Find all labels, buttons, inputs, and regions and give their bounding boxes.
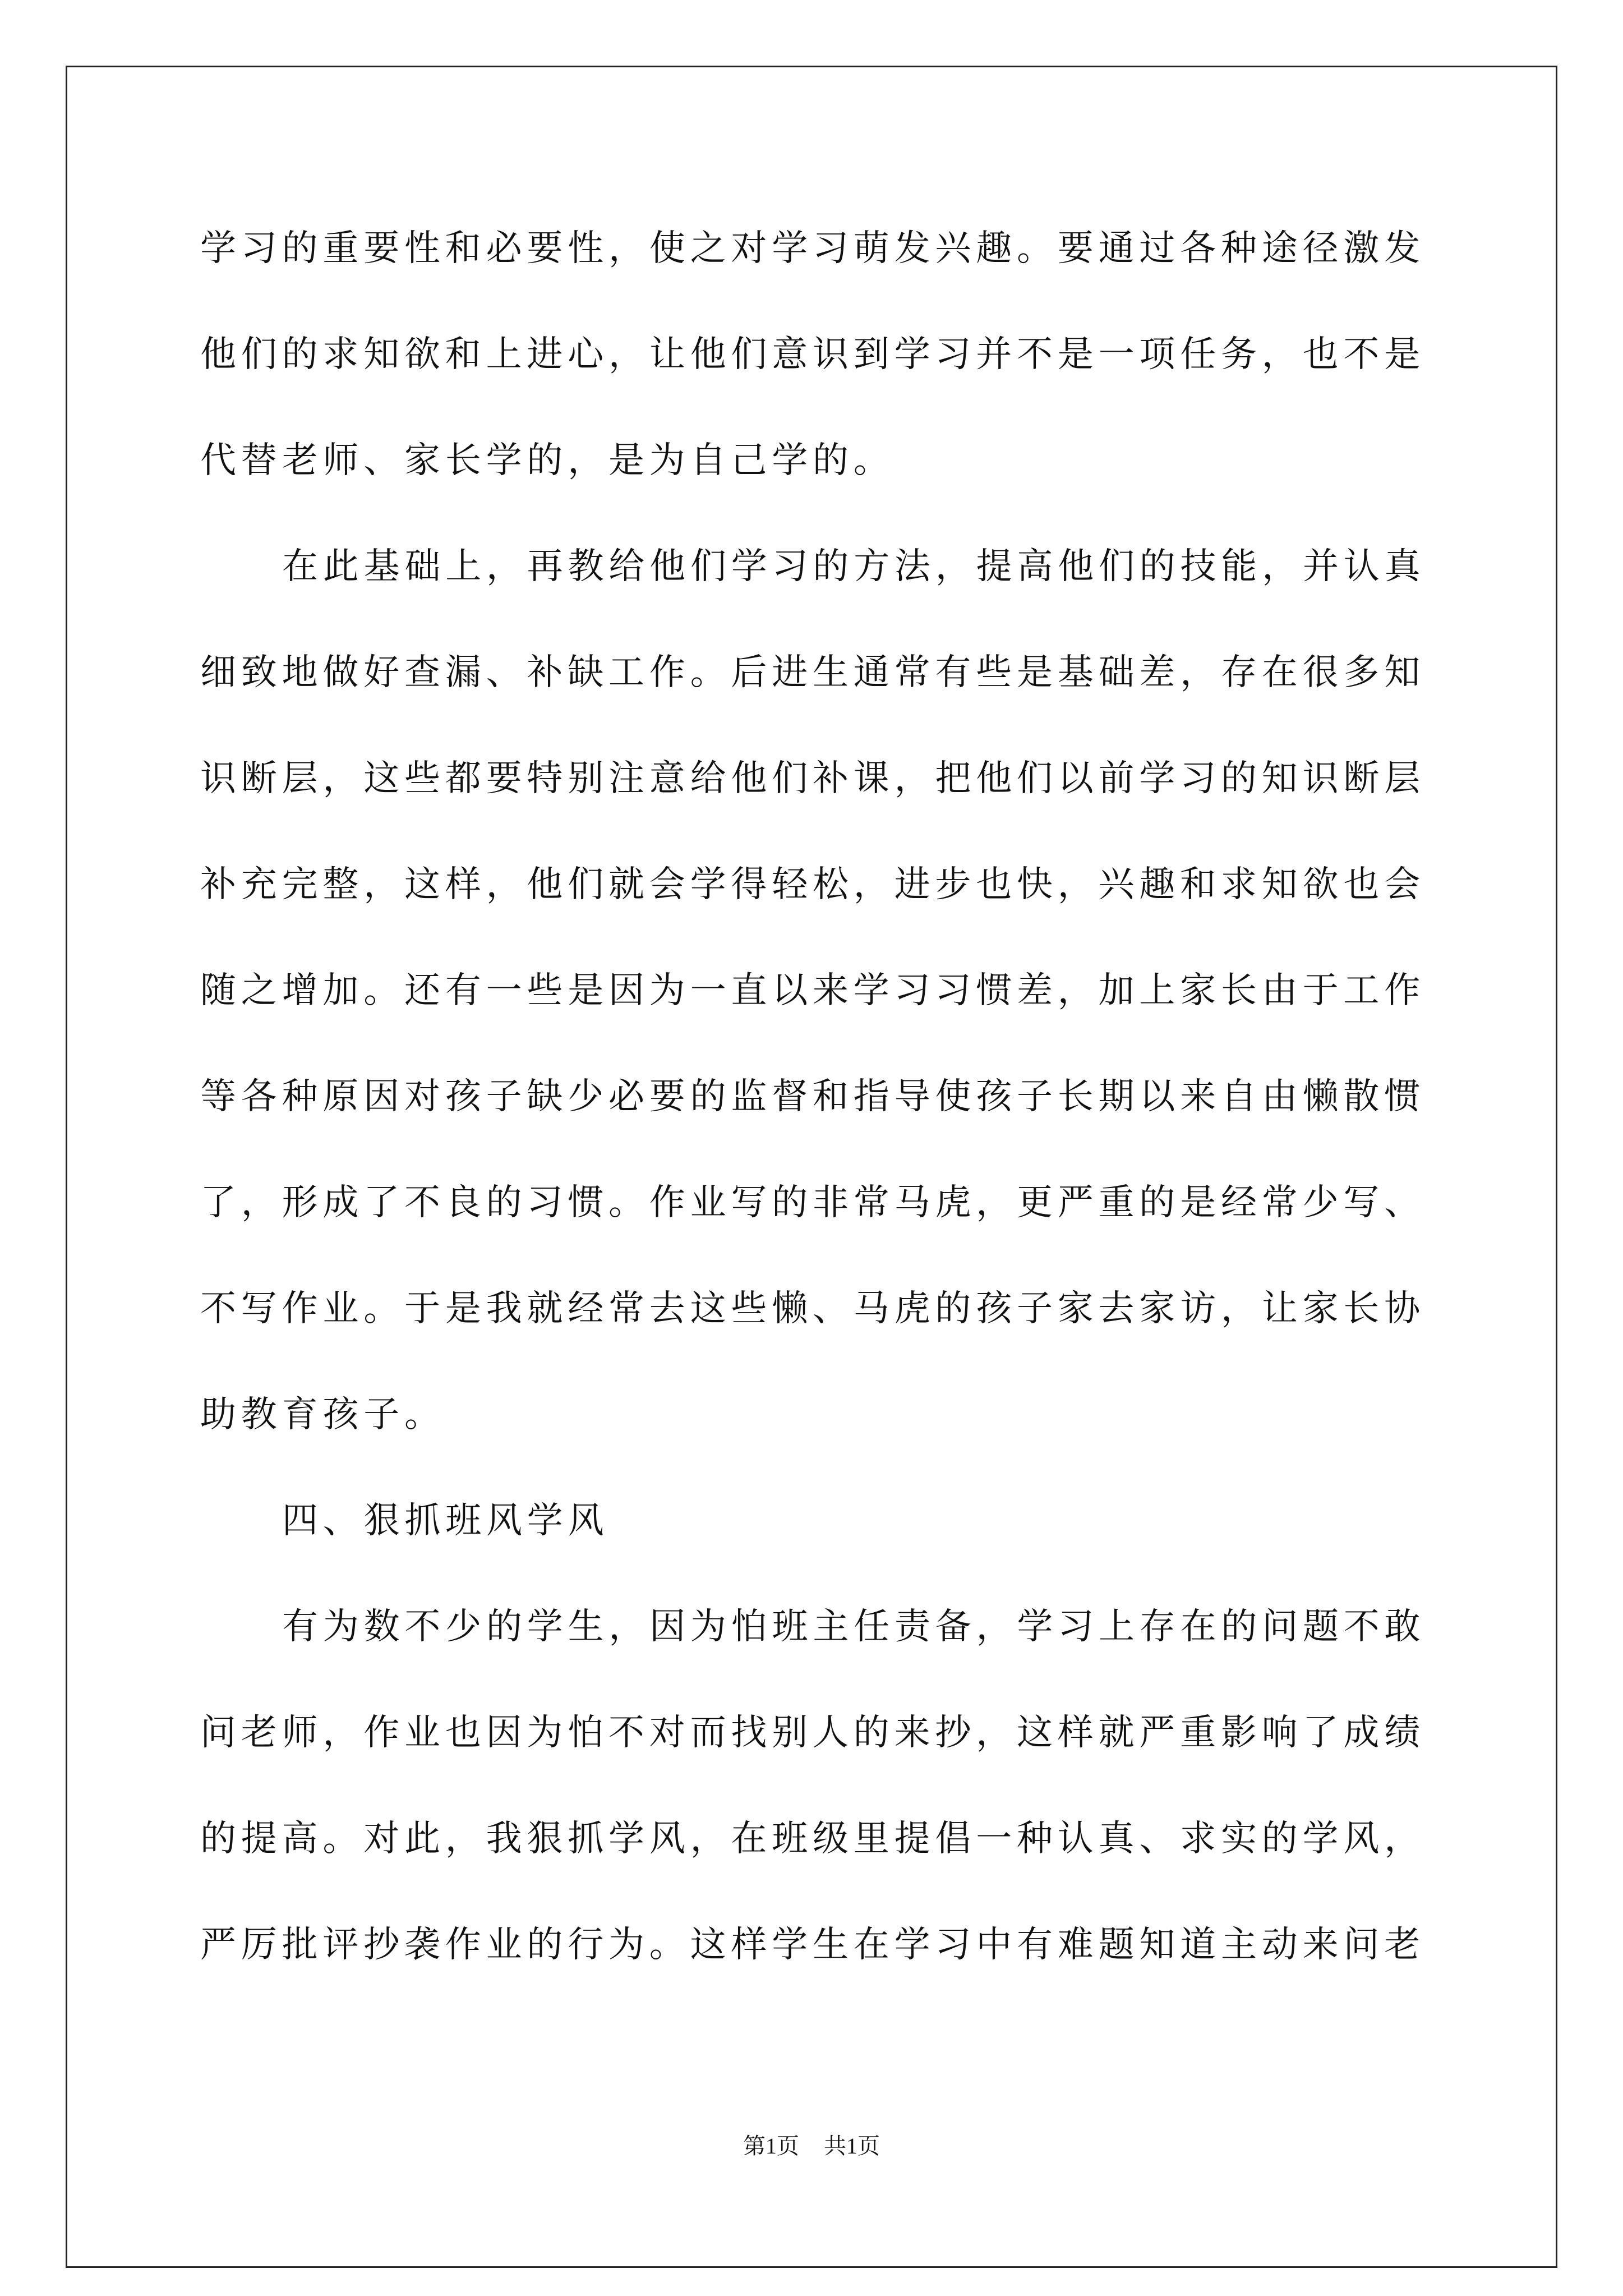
text-line: 了，形成了不良的习惯。作业写的非常马虎，更严重的是经常少写、 [200,1182,1425,1223]
text-line: 不写作业。于是我就经常去这些懒、马虎的孩子家去家访，让家长协 [200,1288,1425,1329]
page-total: 共1页 [824,2133,880,2159]
text-line: 助教育孩子。 [200,1394,445,1435]
paragraph [200,196,1434,514]
text-line: 严厉批评抄袭作业的行为。这样学生在学习中有难题知道主动来问老 [200,1924,1425,1966]
page-footer [0,2132,1623,2161]
text-line: 他们的求知欲和上进心，让他们意识到学习并不是一项任务，也不是 [200,334,1425,375]
section-heading [200,1468,1434,1574]
text-line: 等各种原因对孩子缺少必要的监督和指导使孩子长期以来自由懒散惯 [200,1076,1425,1117]
paragraph [200,514,1434,1468]
paragraph [200,1574,1434,1998]
text-line: 细致地做好查漏、补缺工作。后进生通常有些是基础差，存在很多知 [200,652,1425,693]
text-line: 的提高。对此，我狠抓学风，在班级里提倡一种认真、求实的学风， [200,1818,1425,1860]
heading-text: 四、狠抓班风学风 [282,1500,609,1542]
text-line: 问老师，作业也因为怕不对而找别人的来抄，这样就严重影响了成绩 [200,1712,1425,1754]
page-number: 第1页 [743,2133,799,2159]
text-line: 补充完整，这样，他们就会学得轻松，进步也快，兴趣和求知欲也会 [200,864,1425,905]
text-line: 在此基础上，再教给他们学习的方法，提高他们的技能，并认真 [282,546,1426,587]
text-line: 有为数不少的学生，因为怕班主任责备，学习上存在的问题不敢 [282,1606,1426,1648]
text-line: 识断层，这些都要特别注意给他们补课，把他们以前学习的知识断层 [200,758,1425,799]
document-body [200,196,1434,1998]
text-line: 随之增加。还有一些是因为一直以来学习习惯差，加上家长由于工作 [200,970,1425,1011]
text-line: 学习的重要性和必要性，使之对学习萌发兴趣。要通过各种途径激发 [200,228,1425,269]
text-line: 代替老师、家长学的，是为自己学的。 [200,440,895,481]
